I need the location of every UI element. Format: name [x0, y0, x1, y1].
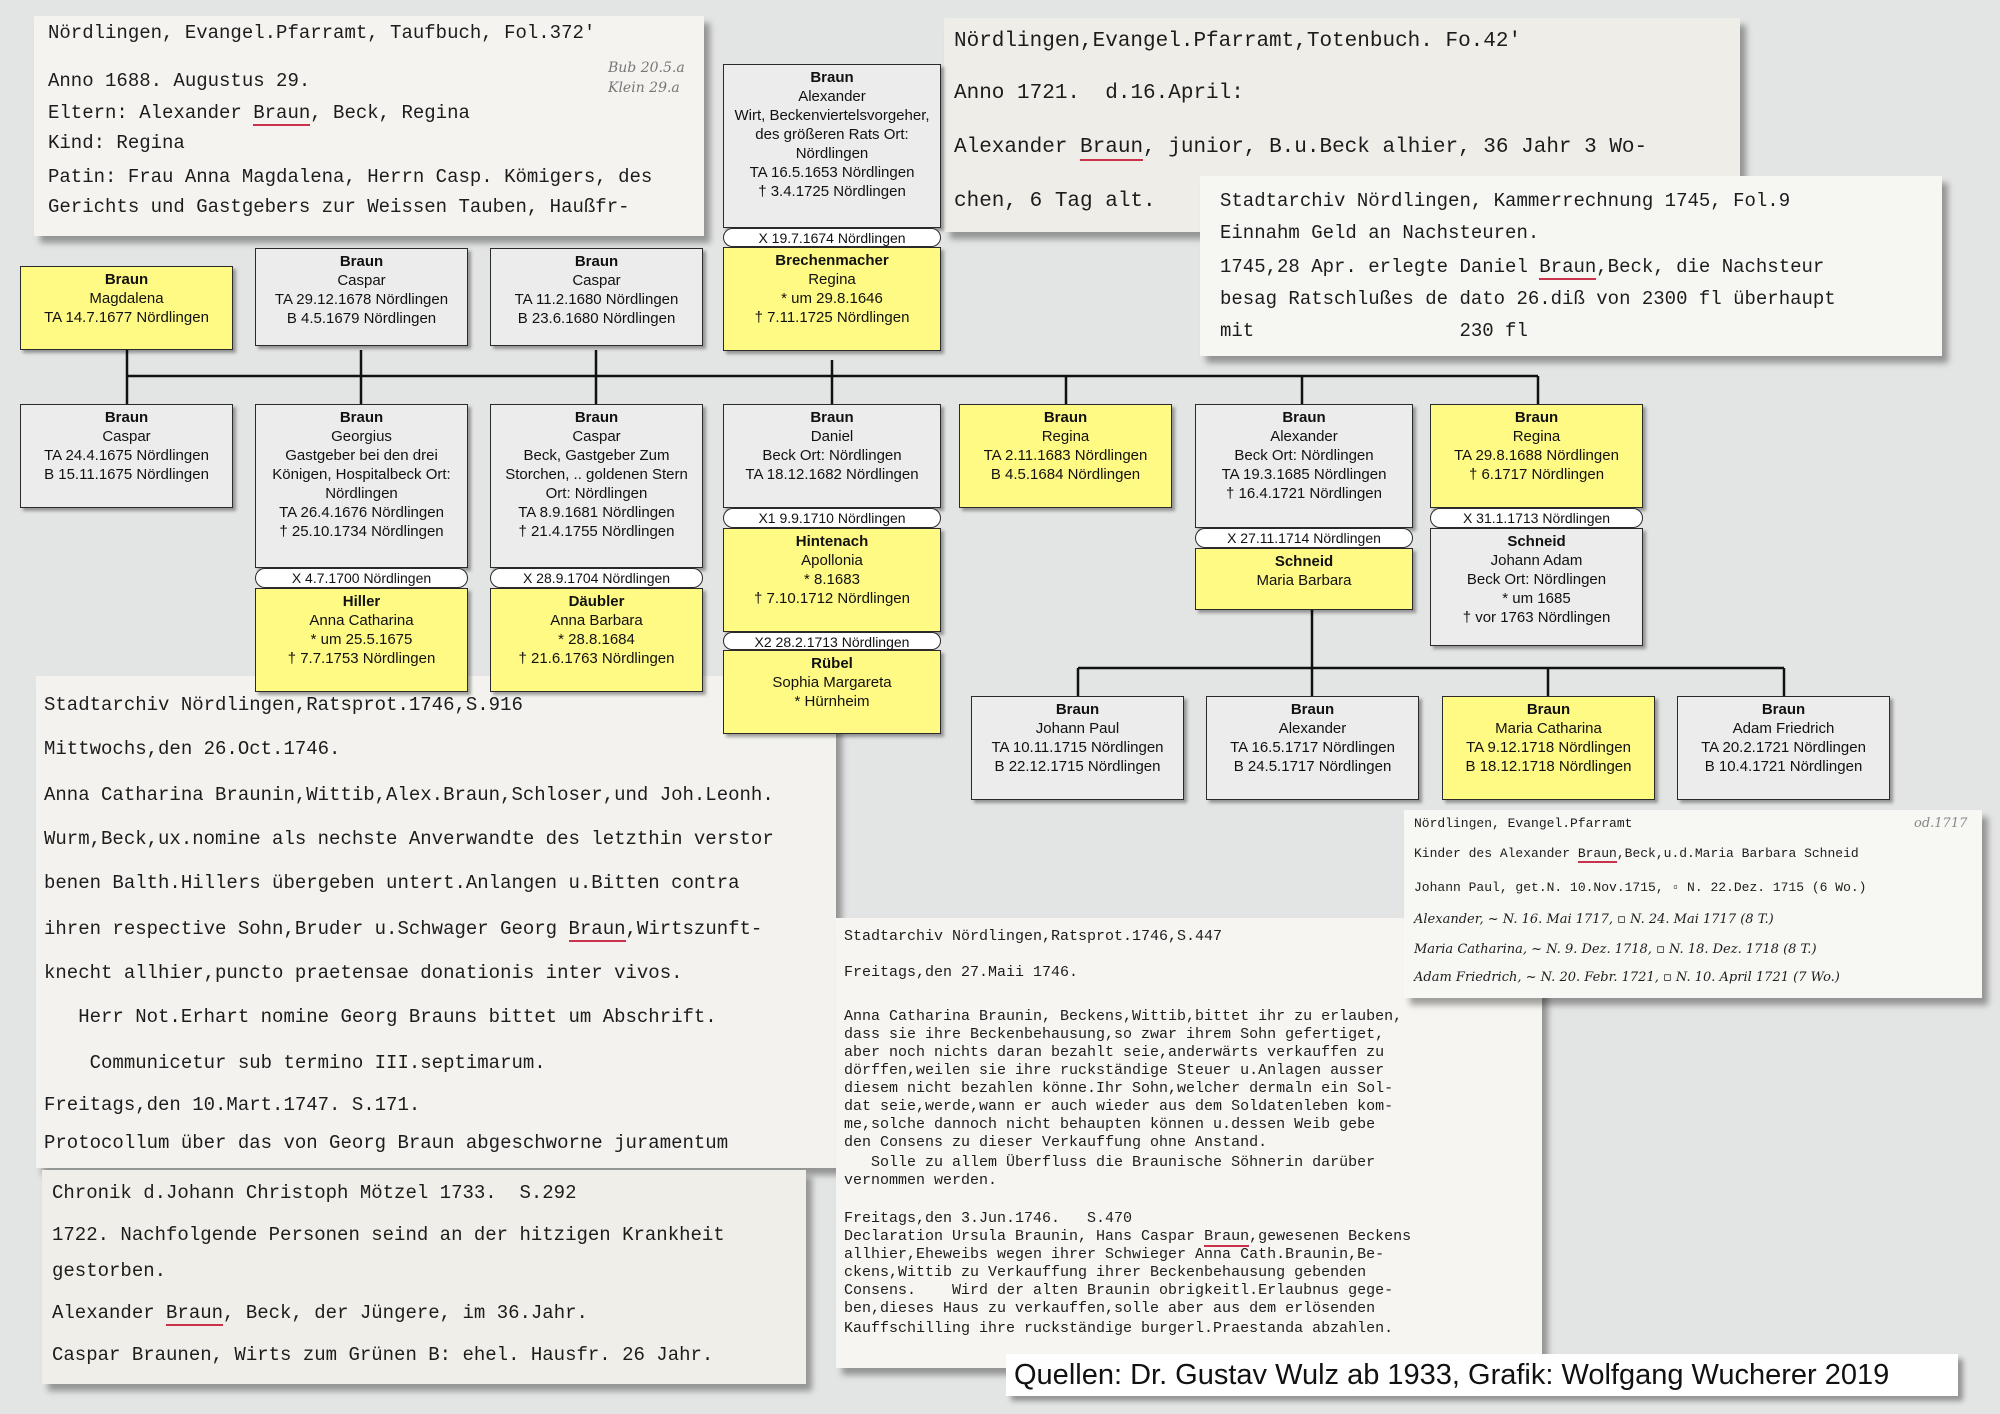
doc-line: Freitags,den 27.Maii 1746.	[844, 964, 1079, 981]
person-detail: TA 29.8.1688 Nördlingen	[1454, 447, 1619, 464]
doc-line: mit 230 fl	[1220, 320, 1528, 342]
person-detail: Anna Barbara	[550, 612, 643, 629]
credit-footer: Quellen: Dr. Gustav Wulz ab 1933, Grafik: Wolfgang Wucherer 2019	[1006, 1354, 1958, 1396]
doc-line: Declaration Ursula Braunin, Hans Caspar	[844, 1228, 1205, 1245]
doc-line: me,solche dannoch nicht behaupten können u.dessen Weib gebe	[844, 1116, 1376, 1133]
person-surname: Braun	[1282, 409, 1326, 426]
person-box	[1206, 696, 1419, 800]
doc-line: Protocollum über das von Georg Braun abgeschworne juramentum	[44, 1132, 729, 1154]
doc-line: Chronik d.Johann Christoph Mötzel 1733. S.292	[52, 1182, 577, 1204]
underlined-name: Braun	[1204, 1228, 1250, 1245]
margin-note: Klein 29.a	[608, 80, 680, 96]
person-detail: Nördlingen	[325, 485, 398, 502]
doc-line: 1722. Nachfolgende Personen seind an der hitzigen Krankheit	[52, 1224, 725, 1246]
person-surname: Schneid	[1507, 533, 1566, 550]
person-detail: TA 24.4.1675 Nördlingen	[44, 447, 209, 464]
underlined-name: Braun	[568, 918, 626, 940]
person-detail: Beck Ort: Nördlingen	[1234, 447, 1374, 464]
person-detail: † 6.1717 Nördlingen	[1468, 466, 1605, 483]
source-chronik	[42, 1170, 806, 1384]
doc-line: ben,dieses Haus zu verkauffen,solle aber aus dem erlösenden	[844, 1300, 1376, 1317]
doc-line: , junior, B.u.Beck alhier, 36 Jahr 3 Wo-	[1143, 136, 1648, 159]
person-box	[959, 404, 1172, 508]
person-detail: Alexander	[798, 88, 866, 105]
person-detail: Caspar	[337, 272, 386, 289]
doc-line: Johann Paul, get.N. 10.Nov.1715, ▫ N. 22.Dez. 1715 (6 Wo.)	[1414, 880, 1867, 895]
person-box	[490, 404, 703, 568]
person-detail: Ort: Nördlingen	[545, 485, 648, 502]
doc-line: Consens. Wird der alten Braunin obrigkeitl.Erlaubnus gege-	[844, 1282, 1394, 1299]
doc-line: ckens,Wittib zu Verkauffung ihrer Beckenbehausung gebenden	[844, 1264, 1367, 1281]
person-box	[1430, 528, 1643, 646]
person-detail: B 22.12.1715 Nördlingen	[994, 758, 1161, 775]
person-detail: Regina	[1041, 428, 1090, 445]
person-detail: * 28.8.1684	[558, 631, 635, 648]
person-box	[1677, 696, 1890, 800]
doc-line: Eltern: Alexander	[48, 102, 254, 124]
person-detail: Alexander	[1270, 428, 1338, 445]
person-detail: Adam Friedrich	[1732, 720, 1835, 737]
doc-line: Nördlingen, Evangel.Pfarramt	[1414, 816, 1633, 831]
doc-line: besag Ratschlußes de dato 26.diß von 2300 fl überhaupt	[1220, 288, 1836, 310]
person-box	[20, 404, 233, 508]
person-detail: * Hürnheim	[794, 693, 870, 710]
person-surname: Schneid	[1274, 553, 1334, 570]
doc-line: allhier,Eheweibs wegen ihrer Schwieger Anna Cath.Braunin,Be-	[844, 1246, 1385, 1263]
person-box	[723, 650, 941, 734]
person-surname: Braun	[1526, 701, 1571, 718]
doc-line: Gerichts und Gastgebers zur Weissen Tauben, Haußfr-	[48, 196, 630, 218]
person-detail: Johann Adam	[1490, 552, 1583, 569]
person-detail: Beck Ort: Nördlingen	[1466, 571, 1607, 588]
doc-line: knecht allhier,puncto praetensae donationis inter vivos.	[44, 962, 683, 984]
doc-line: Kind: Regina	[48, 132, 185, 154]
marriage-label: X 19.7.1674 Nördlingen	[723, 228, 941, 247]
doc-line: Caspar Braunen, Wirts zum Grünen B: ehel. Hausfr. 26 Jahr.	[52, 1344, 714, 1366]
person-box	[723, 247, 941, 351]
source-taufbuch	[34, 16, 704, 236]
doc-line: Solle zu allem Überfluss die Braunische Söhnerin darüber	[844, 1154, 1376, 1171]
person-box	[255, 404, 468, 568]
person-box	[490, 588, 703, 692]
person-detail: B 15.11.1675 Nördlingen	[44, 466, 209, 483]
person-surname: Braun	[1290, 701, 1335, 718]
person-detail: † 25.10.1734 Nördlingen	[279, 523, 444, 540]
person-detail: Johann Paul	[1035, 720, 1120, 737]
person-detail: Caspar	[572, 272, 621, 289]
person-detail: B 10.4.1721 Nördlingen	[1704, 758, 1863, 775]
person-surname: Braun	[1514, 409, 1559, 426]
person-detail: Apollonia	[801, 552, 863, 569]
person-surname: Braun	[104, 271, 149, 288]
person-detail: † 7.11.1725 Nördlingen	[754, 309, 910, 326]
person-detail: TA 8.9.1681 Nördlingen	[518, 504, 675, 521]
doc-line: Kauffschilling ihre ruckständige burgerl.Praestanda abzahlen.	[844, 1320, 1394, 1337]
doc-line: ,gewesenen Beckens	[1249, 1228, 1412, 1245]
person-detail: Daniel	[810, 428, 854, 445]
person-surname: Braun	[339, 253, 384, 270]
doc-line: Herr Not.Erhart nomine Georg Brauns bittet um Abschrift.	[44, 1006, 717, 1028]
marriage-label: X 28.9.1704 Nördlingen	[490, 568, 703, 588]
person-detail: TA 29.12.1678 Nördlingen	[274, 291, 449, 308]
doc-line: vernommen werden.	[844, 1172, 998, 1189]
person-box	[20, 266, 233, 350]
person-surname: Rübel	[811, 655, 853, 672]
marriage-label: X1 9.9.1710 Nördlingen	[723, 508, 941, 528]
person-detail: Maria Barbara	[1256, 572, 1352, 589]
person-detail: TA 26.4.1676 Nördlingen	[279, 504, 444, 521]
person-box	[490, 248, 703, 346]
person-detail: B 23.6.1680 Nördlingen	[517, 310, 676, 327]
underlined-name: Braun	[1080, 136, 1144, 159]
person-detail: Beck, Gastgeber Zum	[523, 447, 670, 464]
person-surname: Hintenach	[795, 533, 869, 550]
person-detail: * um 25.5.1675	[310, 631, 413, 648]
person-detail: † 7.7.1753 Nördlingen	[287, 650, 436, 667]
person-surname: Braun	[574, 253, 619, 270]
underlined-name: Braun	[1539, 256, 1597, 278]
person-box	[1195, 404, 1413, 528]
person-detail: Anna Catharina	[309, 612, 414, 629]
doc-line: Maria Catharina, ~ N. 9. Dez. 1718, ▫ N. 18. Dez. 1718 (8 T.)	[1414, 942, 1817, 957]
person-detail: Wirt, Beckenviertelsvorgeher,	[734, 107, 930, 124]
person-detail: Nördlingen	[795, 145, 869, 162]
person-detail: Maria Catharina	[1495, 720, 1602, 737]
marriage-label: X 27.11.1714 Nördlingen	[1195, 528, 1413, 548]
person-detail: TA 2.11.1683 Nördlingen	[983, 447, 1148, 464]
person-detail: † 3.4.1725 Nördlingen	[758, 183, 906, 200]
doc-line: chen, 6 Tag alt.	[954, 190, 1156, 213]
doc-line: d.16.April:	[1080, 82, 1244, 105]
underlined-name: Braun	[1577, 846, 1617, 861]
doc-line: Anna Catharina Braunin, Beckens,Wittib,bittet ihr zu erlauben,	[844, 1008, 1403, 1025]
doc-line: Alexander	[52, 1302, 167, 1324]
person-detail: * um 1685	[1502, 590, 1571, 607]
doc-line: benen Balth.Hillers übergeben untert.Anlangen u.Bitten contra	[44, 872, 740, 894]
person-detail: TA 14.7.1677 Nördlingen	[44, 309, 209, 326]
doc-line: Anna Catharina Braunin,Wittib,Alex.Braun,Schloser,und Joh.Leonh.	[44, 784, 774, 806]
doc-line: Stadtarchiv Nördlingen,Ratsprot.1746,S.916	[44, 694, 523, 716]
margin-note: Bub 20.5.a	[608, 60, 685, 76]
doc-line: dat seie,werde,wann er auch wieder aus dem Soldatenleben kom-	[844, 1098, 1394, 1115]
person-detail: Alexander	[1278, 720, 1347, 737]
doc-line: dörffen,weilen sie ihre ruckständige Steuer u.Anlagen ausser	[844, 1062, 1385, 1079]
person-surname: Braun	[1055, 701, 1100, 718]
person-box	[255, 588, 468, 692]
doc-line: Adam Friedrich, ~ N. 20. Febr. 1721, ▫ N. 10. April 1721 (7 Wo.)	[1414, 970, 1840, 985]
doc-line: Einnahm Geld an Nachsteuren.	[1220, 222, 1540, 244]
doc-line: Alexander	[954, 136, 1081, 159]
person-surname: Braun	[574, 409, 619, 426]
margin-note: od.1717	[1914, 816, 1968, 831]
person-detail: B 4.5.1684 Nördlingen	[990, 466, 1141, 483]
person-box	[1430, 404, 1643, 508]
doc-line: Nördlingen, Evangel.Pfarramt, Taufbuch, Fol.372'	[48, 22, 596, 44]
doc-line: Wurm,Beck,ux.nomine als nechste Anverwandte des letzthin verstor	[44, 828, 774, 850]
person-surname: Brechenmacher	[775, 252, 889, 269]
doc-line: Nördlingen,Evangel.Pfarramt,Totenbuch. Fo.42'	[954, 30, 1522, 53]
person-surname: Braun	[810, 409, 854, 426]
doc-line: Communicetur sub termino III.septimarum.	[44, 1052, 546, 1074]
person-detail: Regina	[808, 271, 856, 288]
person-detail: TA 16.5.1717 Nördlingen	[1230, 739, 1395, 756]
doc-line: ,Beck,u.d.Maria Barbara Schneid	[1616, 846, 1859, 861]
person-surname: Hiller	[342, 593, 381, 610]
person-detail: TA 18.12.1682 Nördlingen	[745, 466, 919, 483]
person-detail: * 8.1683	[804, 571, 860, 588]
person-detail: B 4.5.1679 Nördlingen	[286, 310, 437, 327]
person-detail: Caspar	[572, 428, 621, 445]
person-detail: Magdalena	[89, 290, 164, 307]
doc-line: diesem nicht bezahlen könne.Ihr Sohn,welcher dermaln ein Sol-	[844, 1080, 1394, 1097]
person-detail: † 21.4.1755 Nördlingen	[518, 523, 675, 540]
doc-line: Anno 1688. Augustus 29.	[48, 70, 311, 92]
person-detail: Sophia Margareta	[772, 674, 892, 691]
doc-line: Mittwochs,den 26.Oct.1746.	[44, 738, 341, 760]
doc-line: , Beck, Regina	[310, 102, 470, 124]
underlined-name: Braun	[166, 1302, 224, 1324]
person-surname: Däubler	[568, 593, 625, 610]
doc-line: Anno 1721.	[954, 82, 1081, 105]
doc-line: , Beck, der Jüngere, im 36.Jahr.	[223, 1302, 588, 1324]
person-detail: Caspar	[102, 428, 151, 445]
person-surname: Braun	[1761, 701, 1806, 718]
person-detail: TA 19.3.1685 Nördlingen	[1221, 466, 1387, 483]
doc-line: Stadtarchiv Nördlingen,Ratsprot.1746,S.447	[844, 928, 1223, 945]
person-detail: Gastgeber bei den drei	[285, 447, 438, 464]
person-surname: Braun	[104, 409, 149, 426]
person-surname: Braun	[1043, 409, 1088, 426]
person-detail: B 24.5.1717 Nördlingen	[1233, 758, 1392, 775]
person-detail: Königen, Hospitalbeck Ort:	[272, 466, 451, 483]
person-detail: † vor 1763 Nördlingen	[1462, 609, 1611, 626]
doc-line: den Consens zu dieser Verkauffung ohne Anstand.	[844, 1134, 1268, 1151]
doc-line: dass sie ihre Beckenbehausung,so zwar ihrem Sohn gefertiget,	[844, 1026, 1385, 1043]
person-box	[723, 404, 941, 508]
person-detail: Storchen, .. goldenen Stern	[505, 466, 688, 483]
source-ratsprot-916	[36, 676, 836, 1168]
doc-line: ,Beck, die Nachsteur	[1596, 256, 1825, 278]
person-detail: † 16.4.1721 Nördlingen	[1226, 485, 1382, 502]
doc-line: Patin: Frau Anna Magdalena, Herrn Casp. Kömigers, des	[48, 166, 653, 188]
person-detail: TA 16.5.1653 Nördlingen	[749, 164, 915, 181]
doc-line: ihren respective Sohn,Bruder u.Schwager Georg	[44, 918, 569, 940]
person-box	[255, 248, 468, 346]
marriage-label: X2 28.2.1713 Nördlingen	[723, 632, 941, 650]
doc-line: Freitags,den 10.Mart.1747. S.171.	[44, 1094, 421, 1116]
person-detail: † 21.6.1763 Nördlingen	[518, 650, 675, 667]
doc-line: 1745,28 Apr. erlegte Daniel	[1220, 256, 1540, 278]
marriage-label: X 4.7.1700 Nördlingen	[255, 568, 468, 588]
person-surname: Braun	[339, 409, 384, 426]
person-detail: Beck Ort: Nördlingen	[762, 447, 902, 464]
marriage-label: X 31.1.1713 Nördlingen	[1430, 508, 1643, 528]
doc-line: Freitags,den 3.Jun.1746. S.470	[844, 1210, 1133, 1227]
person-box	[723, 528, 941, 632]
person-detail: † 7.10.1712 Nördlingen	[754, 590, 910, 607]
doc-line: gestorben.	[52, 1260, 167, 1282]
person-box	[1442, 696, 1655, 800]
doc-line: ,Wirtszunft-	[625, 918, 763, 940]
person-surname: Braun	[810, 69, 854, 86]
person-detail: Georgius	[331, 428, 392, 445]
person-detail: TA 11.2.1680 Nördlingen	[514, 291, 679, 308]
person-detail: Regina	[1512, 428, 1561, 445]
person-box	[723, 64, 941, 228]
source-kinder-liste	[1404, 810, 1982, 998]
person-detail: des größeren Rats Ort:	[755, 126, 909, 143]
source-kammerrechnung	[1200, 176, 1942, 356]
doc-line: aber noch nichts daran bezahlt seie,anderwärts verkauffen zu	[844, 1044, 1385, 1061]
person-detail: * um 29.8.1646	[781, 290, 883, 307]
doc-line: Alexander, ~ N. 16. Mai 1717, ▫ N. 24. Mai 1717 (8 T.)	[1414, 912, 1774, 927]
person-detail: TA 20.2.1721 Nördlingen	[1701, 739, 1866, 756]
underlined-name: Braun	[253, 102, 311, 124]
doc-line: Stadtarchiv Nördlingen, Kammerrechnung 1745, Fol.9	[1220, 190, 1791, 212]
person-detail: TA 10.11.1715 Nördlingen	[991, 739, 1164, 756]
person-box	[971, 696, 1184, 800]
person-detail: TA 9.12.1718 Nördlingen	[1466, 739, 1631, 756]
person-box	[1195, 548, 1413, 610]
doc-line: Kinder des Alexander	[1414, 846, 1578, 861]
person-detail: B 18.12.1718 Nördlingen	[1465, 758, 1632, 775]
